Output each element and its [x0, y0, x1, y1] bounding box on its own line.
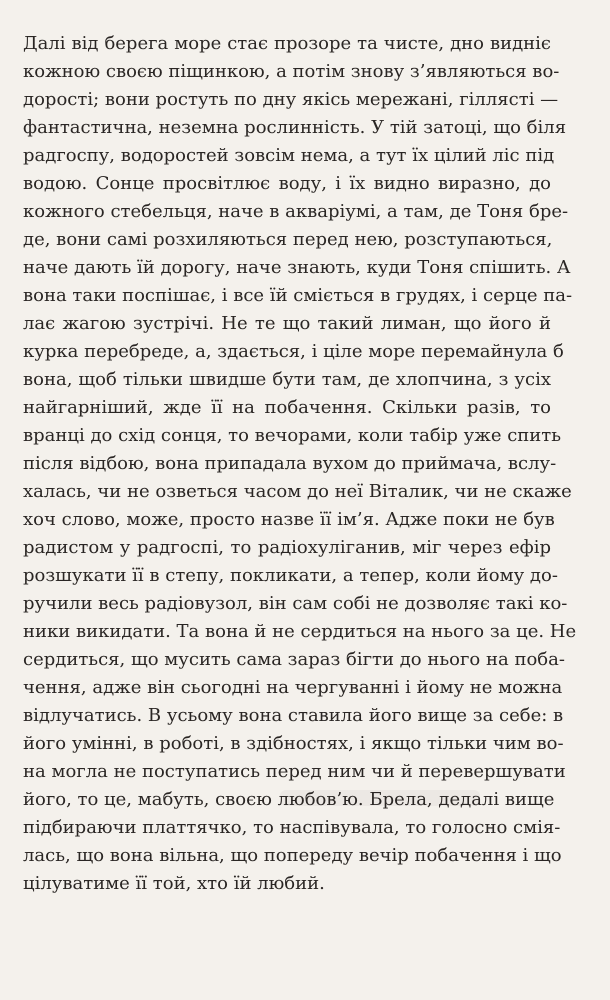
- text-line: водою. Сонце просвітлює воду, і їх видно виразно, до: [23, 173, 551, 194]
- text-line: халась, чи не озветься часом до неї Віталик, чи не скаже: [23, 481, 572, 502]
- text-line: наче дають їй дорогу, наче знають, куди Тоня спішить. А: [23, 257, 571, 278]
- text-line: розшукати її в степу, покликати, а тепер, коли йому до-: [23, 565, 558, 586]
- text-line: сердиться, що мусить сама зараз бігти до нього на поба-: [23, 649, 565, 670]
- text-line: де, вони самі розхиляються перед нею, розступаються,: [23, 229, 553, 250]
- text-line: найгарніший, жде її на побачення. Скільки разів, то: [23, 397, 551, 418]
- text-line: радгоспу, водоростей зовсім нема, а тут їх цілий ліс під: [23, 145, 555, 166]
- text-line: його умінні, в роботі, в здібностях, і якщо тільки чим во-: [23, 733, 564, 754]
- text-line: кожною своєю піщинкою, а потім знову з’являються во-: [23, 61, 560, 82]
- text-line: фантастична, неземна рослинність. У тій затоці, що біля: [23, 117, 567, 138]
- text-line: хоч слово, може, просто назве її ім’я. Адже поки не був: [23, 509, 555, 530]
- text-line: лась, що вона вільна, що попереду вечір побачення і що: [23, 845, 562, 866]
- text-line: його, то це, мабуть, своєю любов’ю. Брела, дедалі вище: [23, 789, 555, 810]
- text-line: лає жагою зустрічі. Не те що такий лиман, що його й: [23, 313, 551, 334]
- text-line: курка перебреде, а, здається, і ціле море перемайнула б: [23, 341, 564, 362]
- text-line: Далі від берега море стає прозоре та чисте, дно виднiє: [23, 33, 551, 54]
- text-line: відлучатись. В усьому вона ставила його вище за себе: в: [23, 705, 564, 726]
- text-line: чення, адже він сьогодні на чергуванні і йому не можна: [23, 677, 563, 698]
- text-line: на могла не поступатись перед ним чи й перевершувати: [23, 761, 566, 782]
- text-line: вранці до схід сонця, то вечорами, коли табір уже спить: [23, 425, 562, 446]
- text-line: кожного стебельця, наче в акваріумі, а там, де Тоня бре-: [23, 201, 569, 222]
- text-line: дорості; вони ростуть по дну якісь мережані, гіллясті —: [23, 89, 559, 110]
- text-line: ручили весь радіовузол, він сам собі не дозволяє такі ко-: [23, 593, 568, 614]
- text-line: цілуватиме її той, хто їй любий.: [23, 873, 325, 894]
- text-line: після відбою, вона припадала вухом до приймача, вслу-: [23, 453, 557, 474]
- text-line: підбираючи платтячко, то наспівувала, то голосно смія-: [23, 817, 561, 838]
- text-line: радистом у радгоспі, то радіохуліганив, міг через ефір: [23, 537, 551, 558]
- text-line: ники викидати. Та вона й не сердиться на нього за це. Не: [23, 621, 577, 642]
- text-line: вона таки поспішає, і все їй сміється в грудях, і серце па-: [23, 285, 573, 306]
- text-line: вона, щоб тільки швидше бути там, де хлопчина, з усіх: [23, 369, 551, 390]
